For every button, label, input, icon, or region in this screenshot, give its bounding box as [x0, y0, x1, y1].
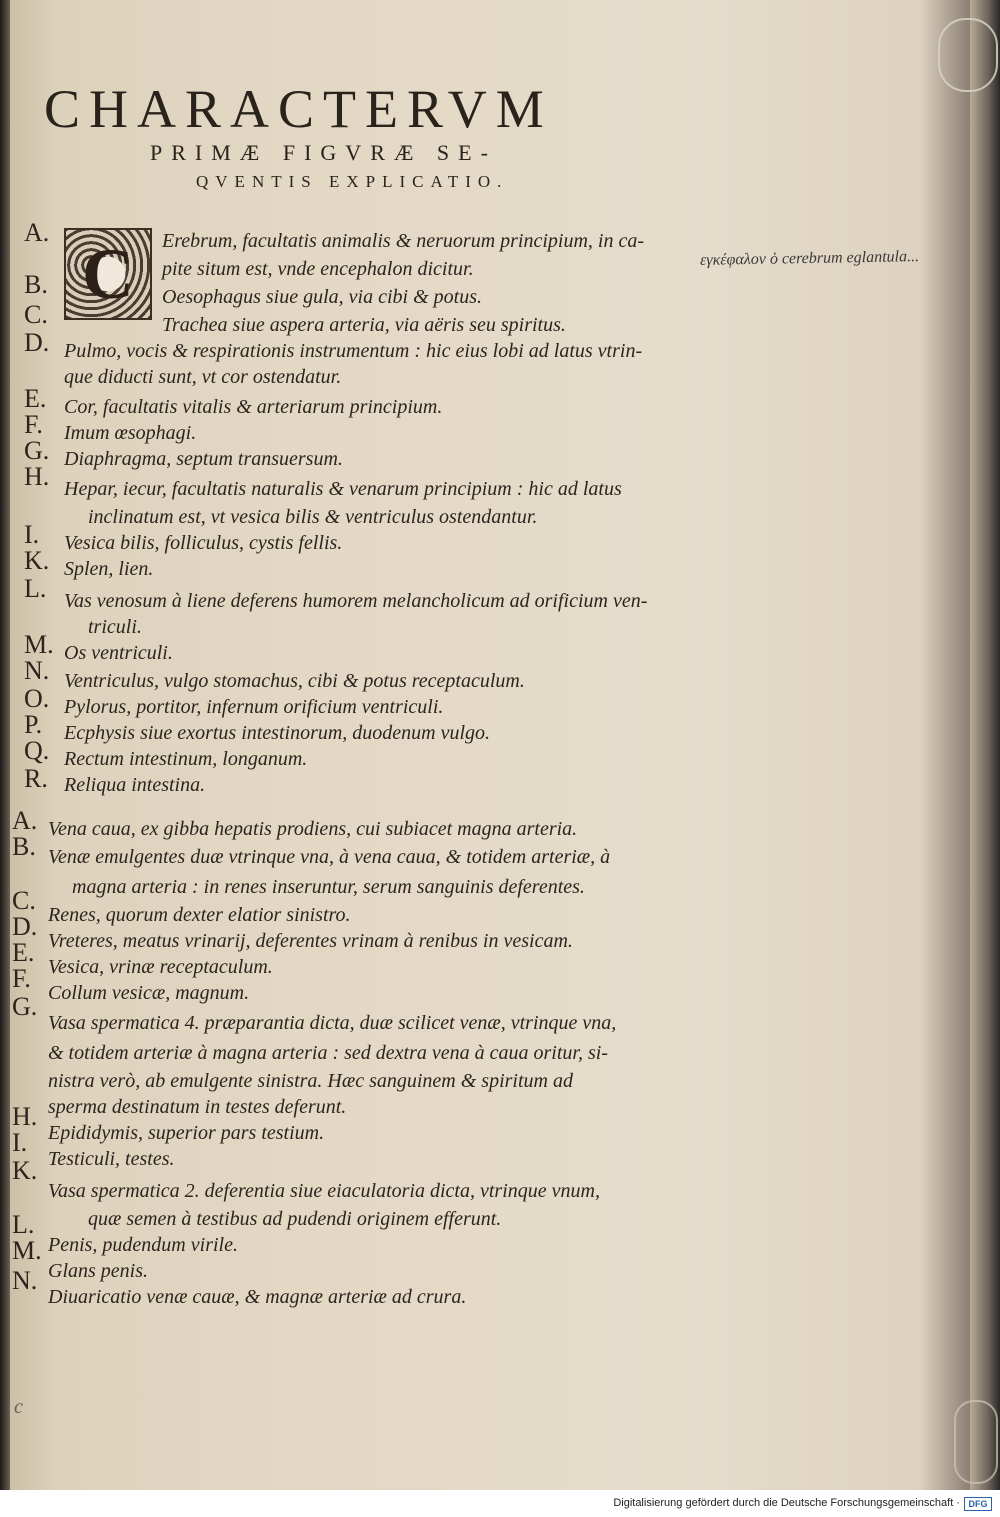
key-letter: L.	[24, 574, 47, 603]
key-letter: P.	[24, 710, 43, 739]
page-clip-top	[938, 18, 998, 92]
entry-text: Ecphysis siue exortus intestinorum, duodenum vulgo.	[64, 722, 491, 744]
key-letter: K.	[24, 546, 50, 575]
entry-text: Venæ emulgentes duæ vtrinque vna, à vena caua, & totidem arteriæ, à	[48, 846, 611, 868]
entry-text: Vas venosum à liene deferens humorem melancholicum ad orificium ven-	[64, 590, 648, 612]
key-letter: N.	[24, 656, 50, 685]
entry-text: Diaphragma, septum transuersum.	[64, 448, 343, 470]
key-letter: M.	[24, 630, 54, 659]
entry-text: triculi.	[88, 616, 142, 638]
dfg-logo: DFG	[964, 1497, 992, 1511]
page-clip-bottom	[954, 1400, 998, 1484]
entry-text: pite situm est, vnde encephalon dicitur.	[162, 258, 474, 280]
entry-text: Rectum intestinum, longanum.	[64, 748, 308, 770]
page-subtitle-line-1: PRIMÆ FIGVRÆ SE-	[150, 140, 497, 165]
entry-text: Reliqua intestina.	[64, 774, 206, 796]
entry-text: Collum vesicæ, magnum.	[48, 982, 250, 1004]
corner-mark: c	[14, 1396, 23, 1418]
entry-text: Hepar, iecur, facultatis naturalis & venarum principium : hic ad latus	[64, 478, 622, 500]
page-edge	[970, 0, 1000, 1490]
key-letter: F.	[12, 964, 31, 993]
footer-credit: Digitalisierung gefördert durch die Deutsche Forschungsgemeinschaft ·	[613, 1497, 960, 1509]
entry-text: & totidem arteriæ à magna arteria : sed dextra vena à caua oritur, si-	[48, 1042, 608, 1064]
key-letter: C.	[24, 300, 48, 329]
footer-bar	[0, 1490, 1000, 1517]
key-letter: Q.	[24, 736, 50, 765]
key-letter: I.	[24, 520, 40, 549]
key-letter: E.	[12, 938, 35, 967]
initial-letter: C	[82, 234, 134, 314]
entry-text: Vena caua, ex gibba hepatis prodiens, cui subiacet magna arteria.	[48, 818, 578, 840]
key-letter: G.	[24, 436, 50, 465]
entry-text: Erebrum, facultatis animalis & neruorum principium, in ca-	[162, 230, 645, 252]
key-letter: B.	[12, 832, 36, 861]
key-letter: G.	[12, 992, 38, 1021]
entry-text: Splen, lien.	[64, 558, 154, 580]
key-letter: F.	[24, 410, 43, 439]
entry-text: Testiculi, testes.	[48, 1148, 175, 1170]
entry-text: que diducti sunt, vt cor ostendatur.	[64, 366, 342, 388]
key-letter: I.	[12, 1128, 28, 1157]
entry-text: Vreteres, meatus vrinarij, deferentes vrinam à renibus in vesicam.	[48, 930, 573, 952]
entry-text: Pulmo, vocis & respirationis instrumentum : hic eius lobi ad latus vtrin-	[64, 340, 643, 362]
entry-text: nistra verò, ab emulgente sinistra. Hæc sanguinem & spiritum ad	[48, 1070, 573, 1092]
entry-text: Penis, pudendum virile.	[48, 1234, 238, 1256]
key-letter: E.	[24, 384, 47, 413]
entry-text: Oesophagus siue gula, via cibi & potus.	[162, 286, 482, 308]
page-subtitle-line-2: QVENTIS EXPLICATIO.	[196, 172, 509, 191]
entry-text: Cor, facultatis vitalis & arteriarum principium.	[64, 396, 443, 418]
book-spine	[0, 0, 10, 1490]
key-letter: M.	[12, 1236, 42, 1265]
entry-text: Vesica, vrinæ receptaculum.	[48, 956, 273, 978]
entry-text: Trachea siue aspera arteria, via aëris seu spiritus.	[162, 314, 566, 336]
entry-text: Diuaricatio venæ cauæ, & magnæ arteriæ ad crura.	[48, 1286, 467, 1308]
key-letter: A.	[24, 218, 50, 247]
entry-text: inclinatum est, vt vesica bilis & ventriculus ostendantur.	[88, 506, 538, 528]
entry-text: Os ventriculi.	[64, 642, 173, 664]
key-letter: H.	[24, 462, 50, 491]
key-letter: H.	[12, 1102, 38, 1131]
entry-text: magna arteria : in renes inseruntur, serum sanguinis deferentes.	[72, 876, 585, 898]
key-letter: A.	[12, 806, 38, 835]
key-letter: B.	[24, 270, 48, 299]
entry-text: sperma destinatum in testes deferunt.	[48, 1096, 347, 1118]
entry-text: Epididymis, superior pars testium.	[48, 1122, 325, 1144]
entry-text: Ventriculus, vulgo stomachus, cibi & potus receptaculum.	[64, 670, 525, 692]
key-letter: K.	[12, 1156, 38, 1185]
key-letter: D.	[12, 912, 38, 941]
key-letter: D.	[24, 328, 50, 357]
entry-text: Glans penis.	[48, 1260, 148, 1282]
entry-text: Imum œsophagi.	[64, 422, 197, 444]
key-letter: L.	[12, 1210, 35, 1239]
key-letter: C.	[12, 886, 36, 915]
decorated-initial	[64, 228, 152, 320]
key-letter: N.	[12, 1266, 38, 1295]
entry-text: quæ semen à testibus ad pudendi originem efferunt.	[88, 1208, 502, 1230]
entry-text: Pylorus, portitor, infernum orificium ventriculi.	[64, 696, 444, 718]
key-letter: O.	[24, 684, 50, 713]
entry-text: Renes, quorum dexter elatior sinistro.	[48, 904, 351, 926]
page-title: CHARACTERVM	[44, 79, 553, 139]
entry-text: Vasa spermatica 4. præparantia dicta, duæ scilicet venæ, vtrinque vna,	[48, 1012, 617, 1034]
handwritten-note: εγκέφαλον ὁ cerebrum eglantula...	[699, 248, 920, 269]
entry-text: Vesica bilis, folliculus, cystis fellis.	[64, 532, 343, 554]
entry-text: Vasa spermatica 2. deferentia siue eiaculatoria dicta, vtrinque vnum,	[48, 1180, 600, 1202]
key-letter: R.	[24, 764, 48, 793]
